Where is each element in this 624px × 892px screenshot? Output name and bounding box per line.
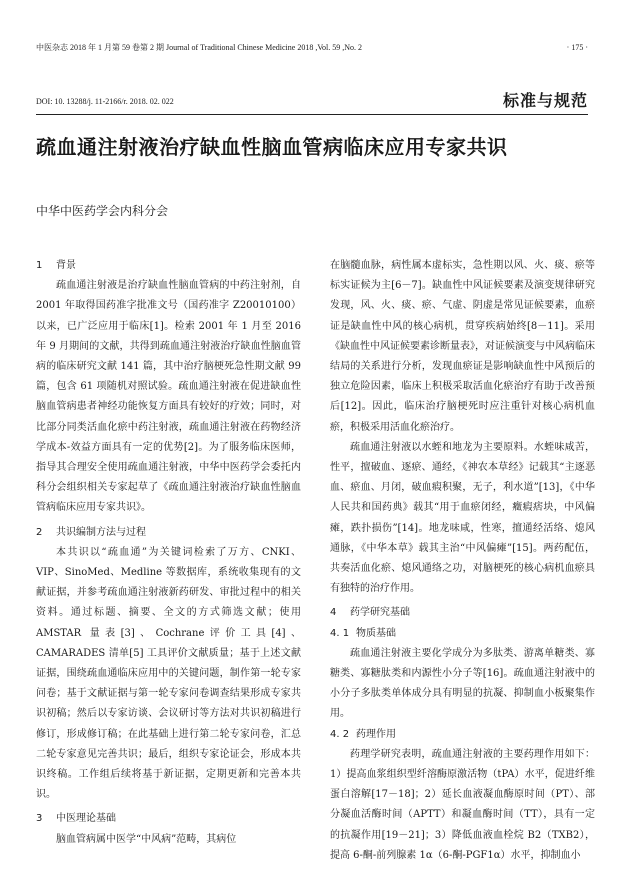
subsection-title: 药理作用 <box>356 728 396 740</box>
running-header <box>36 40 588 54</box>
paragraph-background: 疏血通注射液是治疗缺血性脑血管病的中药注射剂，自 2001 年取得国药准字批准文号（国药准字 Z20010100）以来，已广泛应用于临床[1]。检索 2001 年 1 月至 2016 年 9 月期间的文献，共得到疏血通注射液治疗缺血性脑血管病的临床研究文献 141 篇，其中治疗脑梗死急性期文献 99 篇，包含 61 项随机对照试验。疏血通注射液在促进缺血性脑血管病患者神经功能恢复方面具有较好的疗效；同时，对比部分同类活血化瘀中药注射液，疏血通注射液在药物经济学成本-效益方面具有一定的优势[2]。为了服务临床医师，指导其合理安全使用疏血通注射液，中华中医药学会委托内科分会组织相关专家起草了《疏血通注射液治疗缺血性脑血管病临床应用专家共识》。 <box>36 280 301 514</box>
header-rule <box>36 114 588 115</box>
paragraph-pharmacology: 药理学研究表明，疏血通注射液的主要药理作用如下：1）提高血浆组织型纤溶酶原激活物（tPA）水平，促进纤维蛋白溶解[17－18]；2）延长血液凝血酶原时间（PT）、部分凝血活酶时间（APTT）和凝血酶时间（TT），具有一定的抗凝作用[19－21]；3）降低血液血栓烷 B2（TXB2），提高 6-酮-前列腺素 1α（6-酮-PGF1α）水平，抑制血小 <box>330 748 595 861</box>
subsection-heading-4-2 <box>330 725 595 745</box>
section-heading-2 <box>36 523 301 543</box>
section-title: 中医理论基础 <box>56 813 116 825</box>
subsection-number: 4. 2 <box>330 728 350 740</box>
paragraph-tcm-theory-continued: 在脑髓血脉，病性属本虚标实，急性期以风、火、痰、瘀等标实证候为主[6－7]。缺血性中风证候要素及演变规律研究发现，风、火、痰、瘀、气虚、阴虚是常见证候要素，血瘀证是缺血性中风的核心病机，贯穿疾病始终[8－11]。采用《缺血性中风证候要素诊断量表》，对证候演变与中风病临床结局的关系进行分析，发现血瘀证是影响缺血性中风预后的独立危险因素，临床上积极采取活血化瘀治疗有助于改善预后[12]。因此，临床治疗脑梗死时应注重针对核心病机血瘀，积极采用活血化瘀治疗。 <box>330 260 595 433</box>
section-title: 共识编制方法与过程 <box>56 526 146 538</box>
subsection-title: 物质基础 <box>356 627 396 639</box>
section-number: 4 <box>330 607 337 619</box>
right-column <box>330 256 595 866</box>
author-affiliation: 中华中医药学会内科分会 <box>36 204 169 218</box>
section-heading-1 <box>36 256 301 276</box>
section-title: 药学研究基础 <box>350 607 410 619</box>
paragraph-ingredients: 疏血通注射液以水蛭和地龙为主要原料。水蛭味咸苦，性平，擅破血、逐瘀、通经，《神农本草经》记载其“主逐恶血、瘀血、月闭，破血瘕积聚，无子，利水道”[13]，《中华人民共和国药典》载其“用于血瘀闭经，癥瘕痞块，中风偏瘫，跌扑损伤”[14]。地龙味咸，性寒，擅通经活络、熄风通脉，《中华本草》载其主治“中风偏瘫”[15]。两药配伍，共奏活血化瘀、熄风通络之功，对脑梗死的核心病机血瘀具有独特的治疗作用。 <box>330 441 595 595</box>
subsection-number: 4. 1 <box>330 627 350 639</box>
paragraph-methods: 本共识以“疏血通”为关键词检索了万方、CNKI、VIP、SinoMed、Medline 等数据库，系统收集现有的文献证据，并参考疏血通注射液新药研发、审批过程中的相关资料。通过标题、摘要、全文的方式筛选文献；使用 AMSTAR 量表[3]、Cochrane评价工具[4]、CAMARADES 清单[5] 工具评价文献质量；基于上述文献证据，围绕疏血通临床应用中的关键问题，制作第一轮专家问卷；基于文献证据与第一轮专家问卷调查结果形成专家共识初稿；然后以专家访谈、会议研讨等方法对共识初稿进行修订，形成修订稿；在此基础上进行第二轮专家问卷，汇总二轮专家意见完善共识；最后，组织专家论证会，形成本共识终稿。工作组后续将基于新证据，定期更新和完善本共识。 <box>36 546 301 801</box>
subsection-heading-4-1 <box>330 624 595 644</box>
left-column <box>36 256 301 850</box>
page-number: · 175 · <box>566 42 588 52</box>
section-heading-4 <box>330 603 595 623</box>
section-number: 2 <box>36 526 43 538</box>
journal-running-head: 中医杂志 2018 年 1 月第 59 卷第 2 期 Journal of Traditional Chinese Medicine 2018 ,Vol. 59 ,No. 2 <box>36 42 363 52</box>
section-title: 背景 <box>56 260 76 271</box>
doi: DOI: 10. 13288/j. 11-2166/r. 2018. 02. 022 <box>36 97 174 106</box>
article-category: 标准与规范 <box>502 91 588 110</box>
paragraph-tcm-theory: 脑血管病属中医学“中风病”范畴，其病位 <box>56 833 237 845</box>
section-number: 1 <box>36 260 43 271</box>
paragraph-material-basis: 疏血通注射液主要化学成分为多肽类、游离单糖类、寡糖类、寡糖肽类和内源性小分子等[16]。疏血通注射液中的小分子多肽类单体成分具有明显的抗凝、抑制血小板聚集作用。 <box>330 647 595 720</box>
section-heading-3 <box>36 809 301 829</box>
article-title: 疏血通注射液治疗缺血性脑血管病临床应用专家共识 <box>36 135 508 159</box>
section-number: 3 <box>36 813 43 825</box>
